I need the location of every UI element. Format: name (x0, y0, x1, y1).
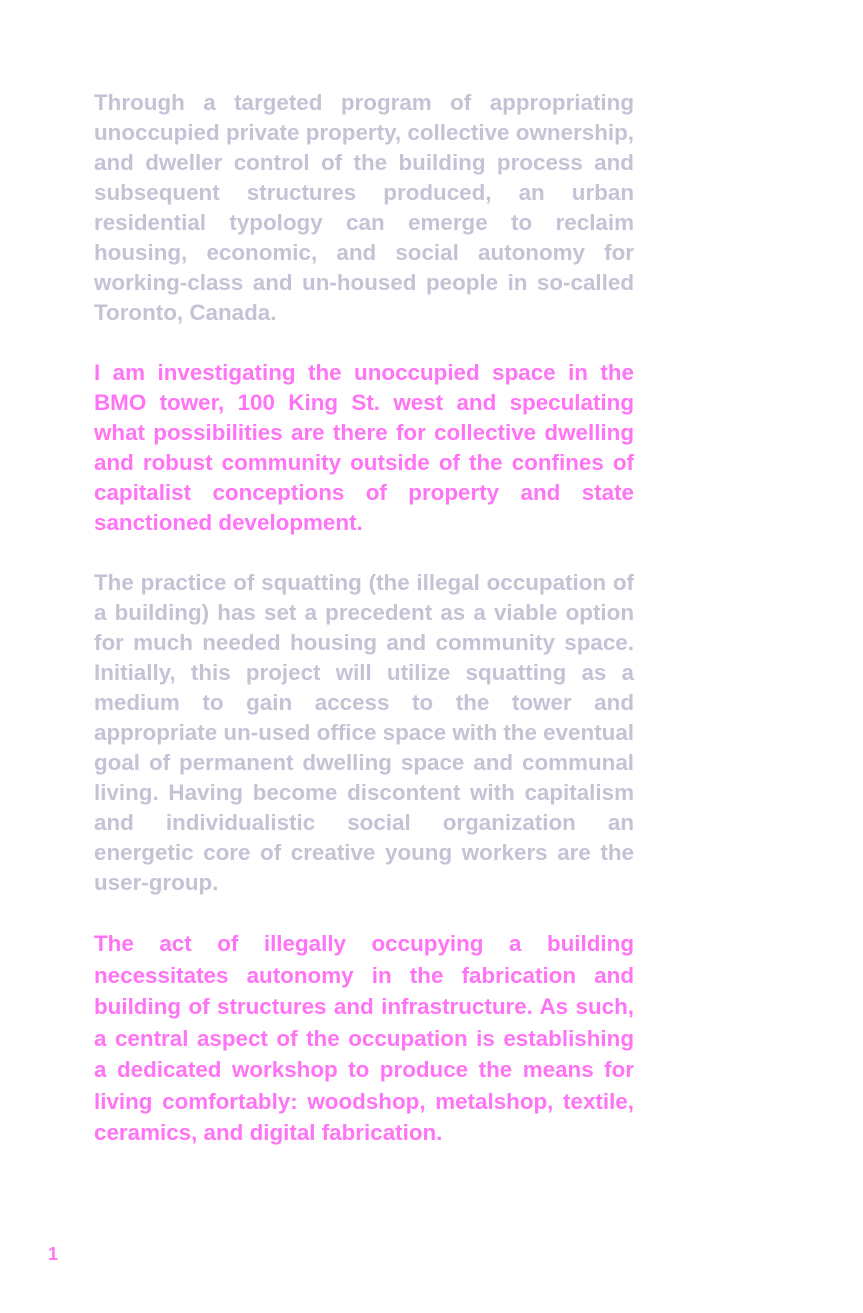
paragraph-intro: Through a targeted program of appropriating unoccupied private property, collective ownership, and dweller control of the building process and subsequent structures produced, an urban residential typology can emerge to reclaim housing, economic, and social autonomy for working-class and un-housed people in so-called Toronto, Canada. (94, 90, 634, 325)
paragraph-squatting: The practice of squatting (the illegal occupation of a building) has set a precedent as a viable option for much needed housing and community space. Initially, this project will utilize squatting as a medium to gain access to the tower and appropriate un-used office space with the eventual goal of permanent dwelling space and communal living. Having become discontent with capitalism and individualistic social organization an energetic core of creative young workers are the user-group. (94, 570, 634, 895)
paragraph-investigation: I am investigating the unoccupied space in the BMO tower, 100 King St. west and speculating what possibilities are there for collective dwelling and robust community outside of the confines of capitalist conceptions of property and state sanctioned development. (94, 360, 634, 535)
paragraph-workshop: The act of illegally occupying a building necessitates autonomy in the fabrication and building of structures and infrastructure. As such, a central aspect of the occupation is establishing a dedicated workshop to produce the means for living comfortably: woodshop, metalshop, textile, ceramics, and digital fabrication. (94, 931, 634, 1145)
page-number: 1 (48, 1244, 59, 1264)
document-body (94, 88, 634, 1149)
